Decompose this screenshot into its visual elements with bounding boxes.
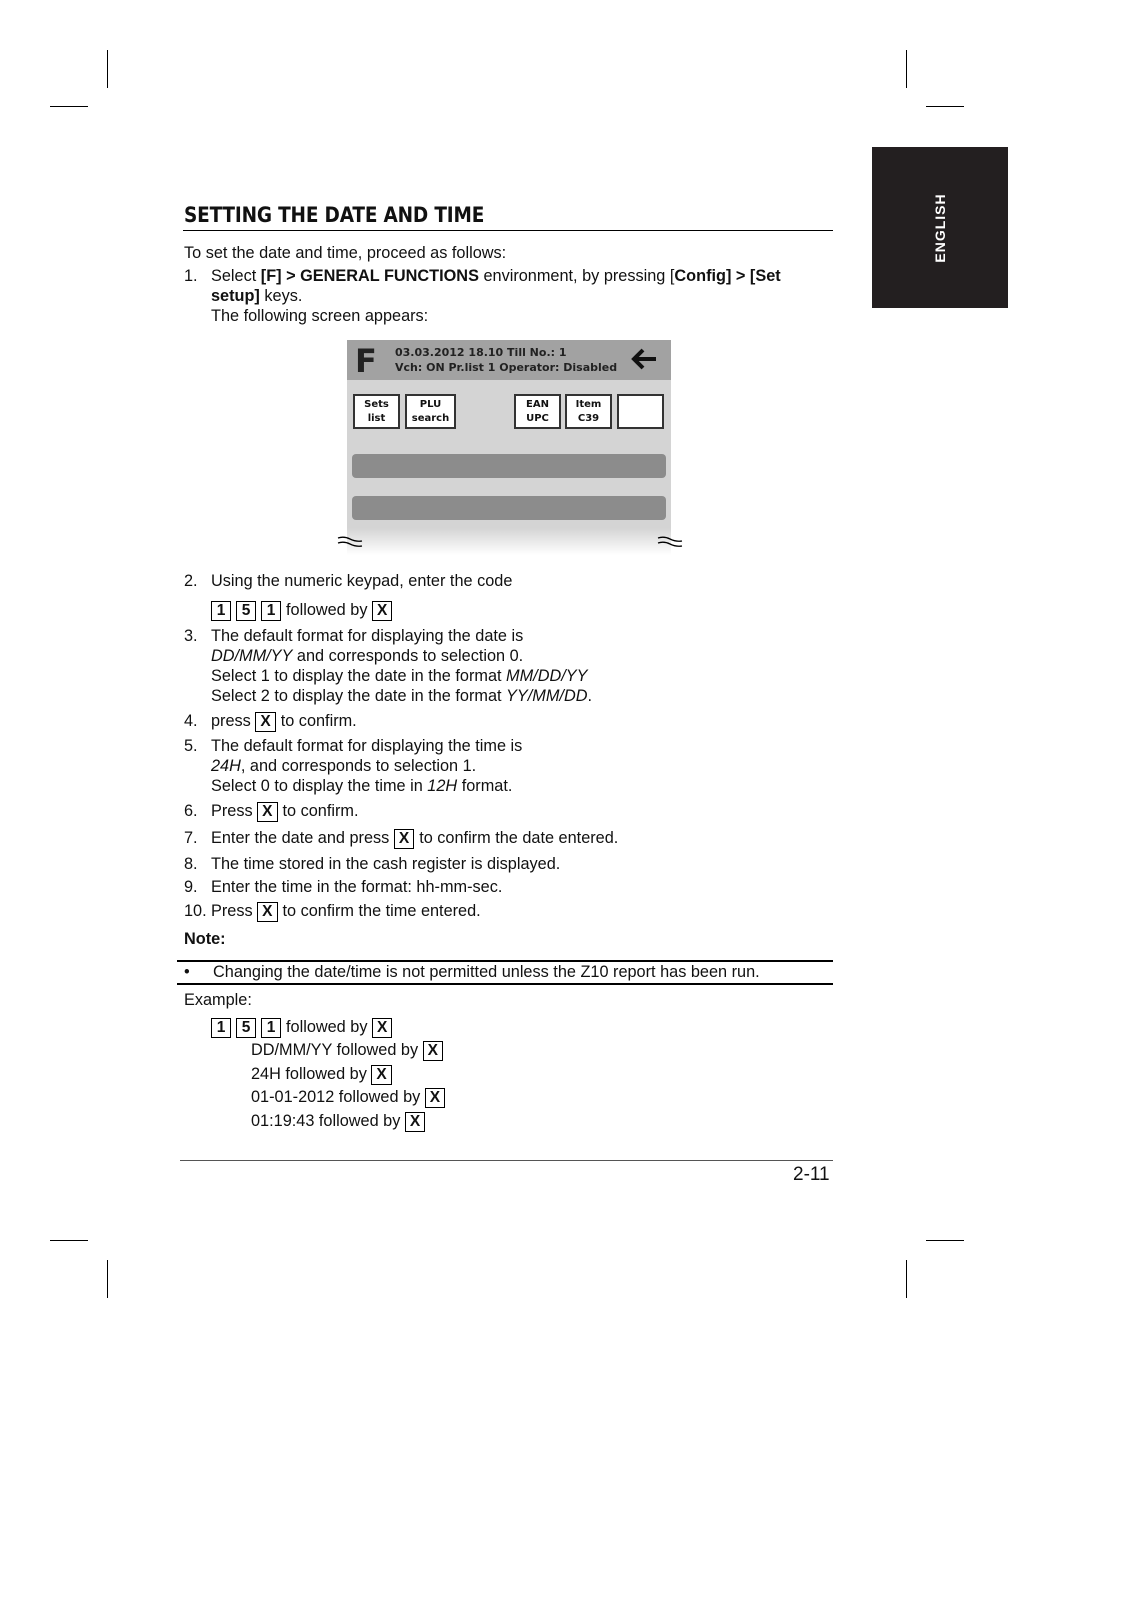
step-3-line-1: The default format for displaying the date is bbox=[211, 627, 524, 645]
crop-mark bbox=[50, 106, 88, 107]
step-3-line-3: Select 1 to display the date in the format MM/DD/YY bbox=[211, 667, 588, 685]
crop-mark bbox=[926, 106, 964, 107]
step-2-keys: 1 5 1 followed by X bbox=[211, 600, 397, 621]
step-1-line-2: setup] keys. bbox=[211, 287, 303, 305]
key-1: 1 bbox=[261, 601, 281, 621]
back-arrow-icon bbox=[629, 344, 659, 374]
screen-function-letter: F bbox=[355, 342, 377, 380]
crop-mark bbox=[107, 1260, 108, 1298]
step-number: 3. bbox=[184, 627, 198, 645]
title-rule bbox=[183, 230, 833, 231]
example-label: Example: bbox=[184, 991, 252, 1009]
step-10-text: Press X to confirm the time entered. bbox=[211, 902, 481, 920]
screen-status-line-2: Vch: ON Pr.list 1 Operator: Disabled bbox=[395, 361, 618, 374]
step-9-text: Enter the time in the format: hh-mm-sec. bbox=[211, 878, 503, 896]
step-5-line-2: 24H, and corresponds to selection 1. bbox=[211, 757, 477, 775]
page-number: 2-11 bbox=[793, 1164, 830, 1185]
crop-mark bbox=[906, 1260, 907, 1298]
crop-mark bbox=[926, 1240, 964, 1241]
crop-mark bbox=[107, 50, 108, 88]
example-line: DD/MM/YY followed by X bbox=[251, 1040, 448, 1061]
step-number: 4. bbox=[184, 712, 198, 730]
step-5-line-1: The default format for displaying the time is bbox=[211, 737, 523, 755]
screen-bar bbox=[352, 496, 666, 520]
screen-fade bbox=[347, 528, 671, 555]
step-number: 8. bbox=[184, 855, 198, 873]
key-5: 5 bbox=[236, 1018, 256, 1038]
step-7-text: Enter the date and press X to confirm the date entered. bbox=[211, 829, 619, 847]
key-x: X bbox=[394, 829, 414, 849]
note-rule-bottom bbox=[177, 983, 833, 985]
step-number: 10. bbox=[184, 902, 207, 920]
crop-mark bbox=[50, 1240, 88, 1241]
key-x: X bbox=[371, 1065, 391, 1085]
step-number: 6. bbox=[184, 802, 198, 820]
key-1: 1 bbox=[261, 1018, 281, 1038]
note-label: Note: bbox=[184, 930, 226, 948]
step-1-line-3: The following screen appears: bbox=[211, 307, 429, 325]
key-x: X bbox=[255, 712, 275, 732]
language-tab-label: ENGLISH bbox=[932, 192, 948, 263]
cash-register-screen bbox=[347, 340, 671, 555]
example-line: 01-01-2012 followed by X bbox=[251, 1087, 450, 1108]
break-mark-icon bbox=[656, 534, 684, 548]
key-x: X bbox=[257, 902, 277, 922]
example-line: 01:19:43 followed by X bbox=[251, 1111, 430, 1132]
note-bullet: • bbox=[184, 963, 190, 981]
key-x: X bbox=[372, 601, 392, 621]
key-x: X bbox=[257, 802, 277, 822]
step-number: 9. bbox=[184, 878, 198, 896]
step-number: 1. bbox=[184, 267, 198, 285]
screen-status-line-1: 03.03.2012 18.10 Till No.: 1 bbox=[395, 346, 567, 359]
screen-button-sets-list: Sets list bbox=[353, 394, 400, 429]
step-3-line-2: DD/MM/YY and corresponds to selection 0. bbox=[211, 647, 524, 665]
key-1: 1 bbox=[211, 601, 231, 621]
break-mark-icon bbox=[336, 534, 364, 548]
step-number: 5. bbox=[184, 737, 198, 755]
screen-header bbox=[347, 340, 671, 380]
key-x: X bbox=[405, 1112, 425, 1132]
intro-text: To set the date and time, proceed as follows: bbox=[184, 244, 507, 262]
screen-button-empty bbox=[617, 394, 664, 429]
step-4-text: press X to confirm. bbox=[211, 712, 357, 730]
step-number: 7. bbox=[184, 829, 198, 847]
step-number: 2. bbox=[184, 572, 198, 590]
step-3-line-4: Select 2 to display the date in the format YY/MM/DD. bbox=[211, 687, 592, 705]
step-6-text: Press X to confirm. bbox=[211, 802, 359, 820]
step-1-line-1: Select [F] > GENERAL FUNCTIONS environment, by pressing [Config] > [Set bbox=[211, 267, 781, 285]
page-title: SETTING THE DATE AND TIME bbox=[184, 203, 485, 227]
example-line: 24H followed by X bbox=[251, 1064, 397, 1085]
key-x: X bbox=[372, 1018, 392, 1038]
screen-bar bbox=[352, 454, 666, 478]
screen-button-plu-search: PLU search bbox=[405, 394, 456, 429]
example-keys: 1 5 1 followed by X bbox=[211, 1017, 397, 1038]
key-1: 1 bbox=[211, 1018, 231, 1038]
screen-button-item-c39: Item C39 bbox=[565, 394, 612, 429]
step-8-text: The time stored in the cash register is displayed. bbox=[211, 855, 561, 873]
key-x: X bbox=[423, 1041, 443, 1061]
language-tab bbox=[872, 147, 1008, 308]
crop-mark bbox=[906, 50, 907, 88]
step-2-text: Using the numeric keypad, enter the code bbox=[211, 572, 513, 590]
footer-rule bbox=[180, 1160, 833, 1161]
note-text: Changing the date/time is not permitted unless the Z10 report has been run. bbox=[213, 963, 760, 981]
key-x: X bbox=[425, 1088, 445, 1108]
step-5-line-3: Select 0 to display the time in 12H format. bbox=[211, 777, 513, 795]
screen-button-ean-upc: EAN UPC bbox=[514, 394, 561, 429]
key-5: 5 bbox=[236, 601, 256, 621]
